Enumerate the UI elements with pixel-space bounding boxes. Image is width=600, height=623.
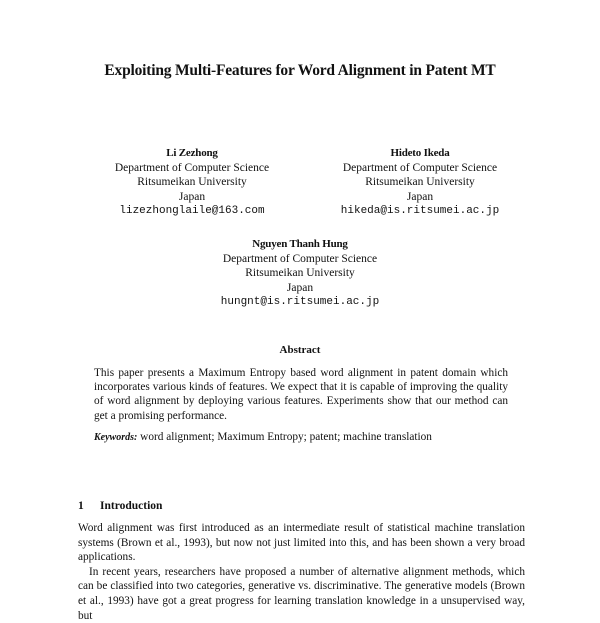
keywords-label: Keywords: bbox=[94, 432, 138, 443]
author-university: Ritsumeikan University bbox=[137, 176, 247, 188]
paper-title: Exploiting Multi-Features for Word Alignment in Patent MT bbox=[104, 62, 496, 79]
abstract-heading: Abstract bbox=[279, 344, 321, 356]
paragraph: In recent years, researchers have proposed a number of alternative alignment methods, which can be classified into two categories, generative vs. discriminative. The generative models (Brown et al., 1993) have got a great progress for learning translation knowledge in a unsupervised way, but bbox=[78, 565, 525, 622]
author-university: Ritsumeikan University bbox=[365, 176, 475, 188]
author-department: Department of Computer Science bbox=[342, 161, 498, 174]
author-name: Nguyen Thanh Hung bbox=[252, 238, 348, 250]
author-email: hikeda@is.ritsumei.ac.jp bbox=[340, 205, 500, 217]
author-name: Hideto Ikeda bbox=[390, 147, 450, 159]
section-body bbox=[78, 521, 525, 623]
section-heading bbox=[78, 500, 162, 512]
author-name: Li Zezhong bbox=[166, 147, 218, 159]
author-country: Japan bbox=[178, 190, 206, 203]
paragraph: Word alignment was first introduced as an intermediate result of statistical machine translation systems (Brown et al., 1993), but now not just limited into this, and has been shown a very broad applications. bbox=[78, 522, 525, 564]
author-block-2 bbox=[310, 146, 530, 219]
keywords-text: word alignment; Maximum Entropy; patent; machine translation bbox=[137, 431, 432, 443]
author-country: Japan bbox=[286, 281, 314, 294]
abstract-text: This paper presents a Maximum Entropy based word alignment in patent domain which incorporates various kinds of features. We expect that it is capable of improving the quality of word alignment by deploying various features. Experiments show that our method can get a promising performance. bbox=[94, 367, 508, 422]
keywords-line bbox=[94, 431, 514, 443]
author-block-3 bbox=[190, 237, 410, 310]
section-number: 1 bbox=[78, 500, 84, 512]
author-email: lizezhonglaile@163.com bbox=[119, 205, 265, 217]
author-email: hungnt@is.ritsumei.ac.jp bbox=[220, 296, 380, 308]
author-department: Department of Computer Science bbox=[114, 161, 270, 174]
author-department: Department of Computer Science bbox=[222, 252, 378, 265]
author-block-1 bbox=[82, 146, 302, 219]
author-university: Ritsumeikan University bbox=[245, 267, 355, 279]
author-country: Japan bbox=[406, 190, 434, 203]
section-title: Introduction bbox=[100, 500, 163, 512]
